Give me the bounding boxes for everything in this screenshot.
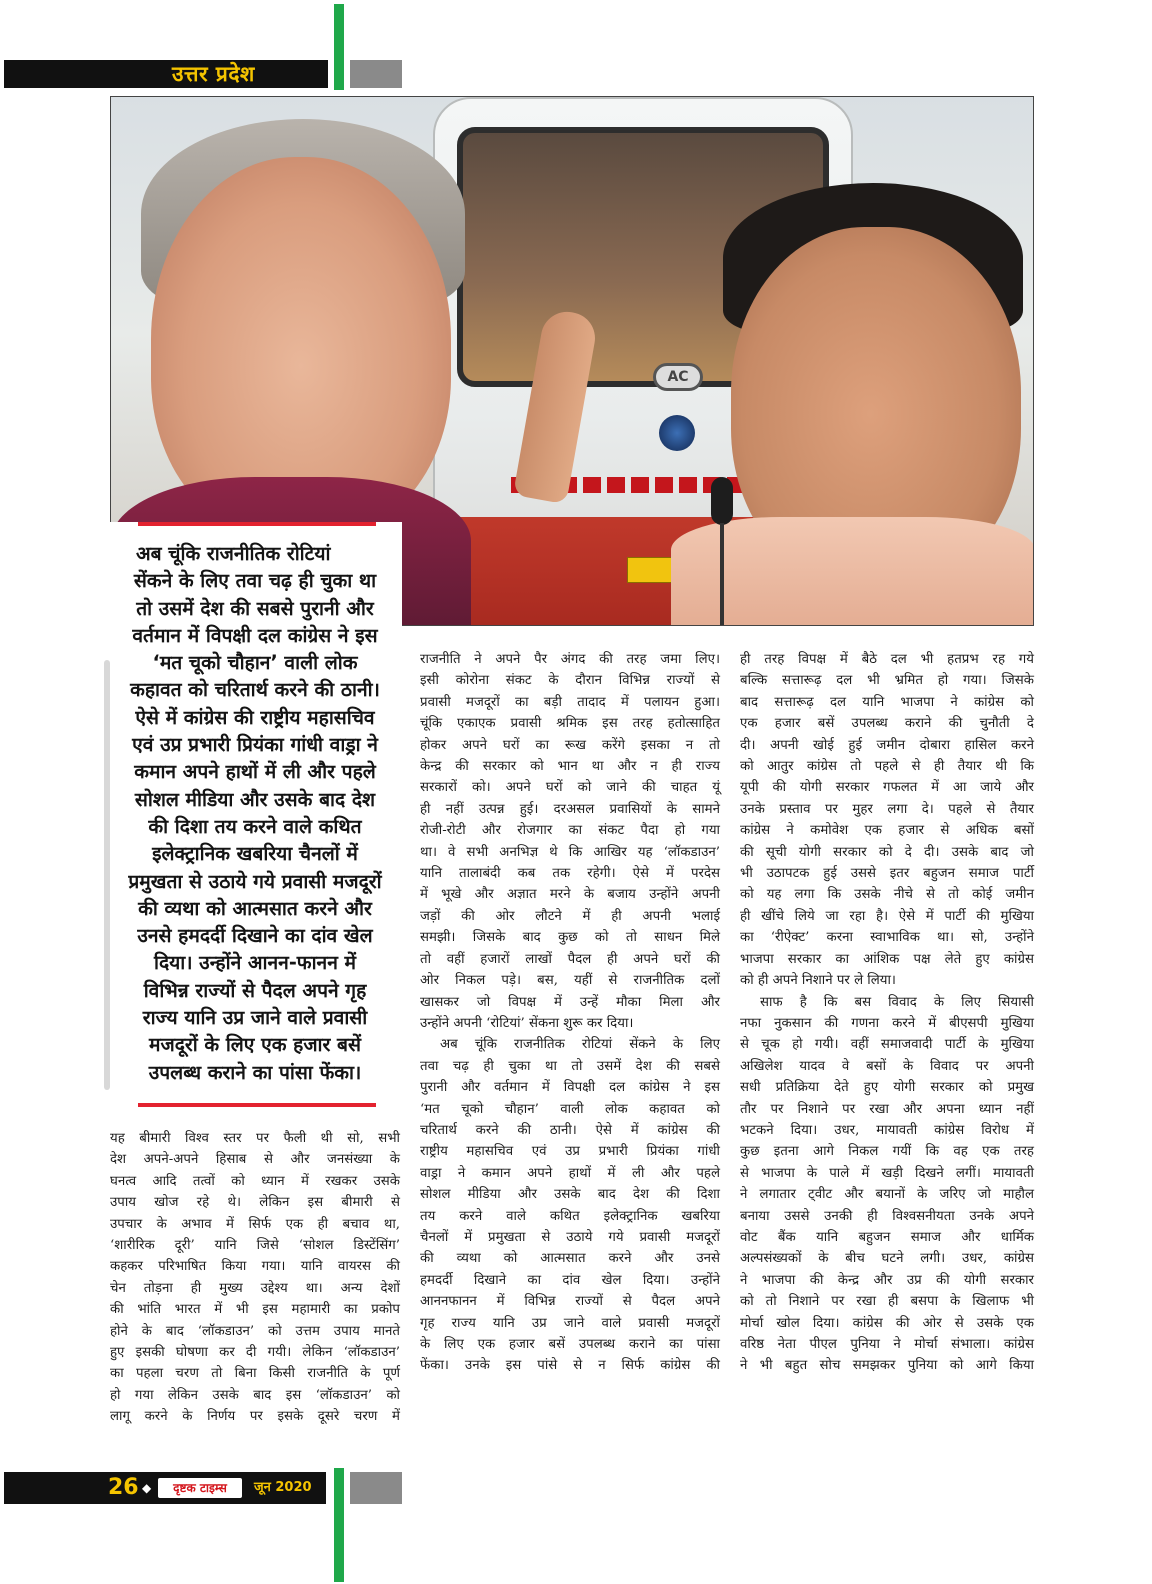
section-header-bar (4, 60, 328, 88)
microphone-icon (711, 477, 733, 626)
pullquote-line: एवं उप्र प्रभारी प्रियंका गांधी वाड्रा ने (132, 733, 378, 757)
column-line: भाजपा सरकार का आंशिक पक्ष लेते हुए कांग्रेस (740, 951, 1034, 967)
column-line: अब चूंकि राजनीतिक रोटियां सेंकने के लिए (440, 1037, 720, 1053)
column-line: एक हजार बसें उपलब्ध कराने की चुनौती दे (740, 716, 1034, 732)
green-accent-bar-top (334, 4, 344, 90)
header-gray-block (350, 60, 402, 88)
pullquote-line: उपलब्ध कराने का पांसा फेंका। (148, 1060, 362, 1084)
column-line: में भूखे और अज्ञात मरने के बजाय उन्होंने अपनी (420, 887, 720, 903)
column-line: ने भाजपा की केन्द्र और उप्र की योगी सरकार (740, 1272, 1034, 1288)
column-line: उपाय खोज रहे थे। लेकिन इस बीमारी से (110, 1195, 400, 1211)
column-line: रोजी-रोटी और रोजगार का संकट पैदा हो गया (420, 823, 720, 839)
column-line: घनत्व आदि तत्वों को ध्यान में रखकर उसके (110, 1173, 400, 1189)
column-line: मोर्चा खोल दिया। कांग्रेस की ओर से उसके एक (740, 1315, 1034, 1331)
column-line: तो वहीं हजारों लाखों पैदल ही अपने घरों की (420, 951, 720, 967)
column-line: जड़ों की ओर लौटने में ही अपनी भलाई (420, 908, 720, 924)
pullquote-line: अब चूंकि राजनीतिक रोटियां (136, 542, 331, 565)
pullquote-line: की व्यथा को आत्मसात करने और (138, 896, 372, 920)
column-line: ही खींचे लिये जा रहा है। ऐसे में पार्टी की मुखिया (740, 908, 1034, 924)
pullquote-line: मजदूरों के लिए एक हजार बसें (149, 1033, 361, 1057)
column-line: केन्द्र की सरकार को भान था और न ही राज्य (420, 759, 720, 775)
footer-gray-block (350, 1472, 402, 1504)
column-line: पुरानी और वर्तमान में विपक्षी दल कांग्रेस ने इस (420, 1080, 720, 1096)
column-line: यूपी की योगी सरकार गफलत में आ जाये और (740, 780, 1034, 796)
column-line: को आतुर कांग्रेस तो पहले से ही तैयार थी कि (740, 759, 1034, 775)
column-line: उनके प्रस्ताव पर मुहर लगा दे। पहले से तैयार (740, 801, 1034, 817)
column-line: कहकर परिभाषित किया गया। यानि वायरस की (110, 1259, 400, 1275)
pullquote-line: वर्तमान में विपक्षी दल कांग्रेस ने इस (132, 623, 378, 647)
bus-ac-badge: AC (653, 363, 703, 391)
pullquote-line: इलेक्ट्रानिक खबरिया चैनलों में (152, 842, 358, 866)
article-column-1 (110, 1128, 400, 1428)
pullquote-line: की दिशा तय करने वाले कथित (148, 814, 362, 838)
pullquote-line: विभिन्न राज्यों से पैदल अपने गृह (143, 978, 367, 1002)
column-line: उन्होंने अपनी ‘रोटियां’ सेंकना शुरू कर दिया। (420, 1015, 634, 1031)
column-line: तय करने वाले कथित इलेक्ट्रानिक खबरिया (420, 1208, 720, 1224)
column-line: को यह लगा कि उसके नीचे से तो कोई जमीन (740, 887, 1034, 903)
column-line: वाड्रा ने कमान अपने हाथों में ली और पहले (420, 1165, 720, 1181)
column-line: का पहला चरण तो बिना किसी राजनीति के पूर्ण (110, 1366, 400, 1382)
pullquote-line: तो उसमें देश की सबसे पुरानी और (136, 596, 374, 620)
column-line: वरिष्ठ नेता पीएल पुनिया ने मोर्चा संभाला। कांग्रेस (740, 1337, 1034, 1352)
column-line: समझी। जिसके बाद कुछ को तो साधन मिले (420, 930, 720, 946)
column-line: बल्कि सत्तारूढ़ दल भी भ्रमित हो गया। जिसके (740, 673, 1034, 689)
pullquote-line: कमान अपने हाथों में ली और पहले (134, 760, 376, 784)
pullquote-line: ऐसे में कांग्रेस की राष्ट्रीय महासचिव (135, 705, 375, 729)
pullquote-line: सोशल मीडिया और उसके बाद देश (134, 787, 376, 811)
column-line: राजनीति ने अपने पैर अंगद की तरह जमा लिए। (420, 652, 720, 667)
column-line: यह बीमारी विश्व स्तर पर फैली थी सो, सभी (110, 1131, 400, 1146)
green-accent-bar-bottom (334, 1468, 344, 1582)
section-label: उत्तर प्रदेश (172, 62, 255, 86)
column-line: हुए इसकी घोषणा कर दी गयी। लेकिन ‘लॉकडाउन’ (110, 1345, 400, 1361)
diamond-separator-icon: ◆ (142, 1481, 152, 1495)
column-line: दी। अपनी खोई हुई जमीन दोबारा हासिल करने (740, 737, 1034, 753)
column-line: का ‘रीऐक्ट’ करना स्वाभाविक था। सो, उन्होंने (740, 930, 1034, 946)
column-line: ही नहीं उत्पन्न हुई। दरअसल प्रवासियों के सामने (420, 801, 720, 817)
column-line: नफा नुकसान की गणना करने में बीएसपी मुखिया (740, 1015, 1034, 1031)
pullquote (112, 540, 398, 1086)
column-line: चरितार्थ करने की ठानी। ऐसे में कांग्रेस की (420, 1122, 720, 1138)
column-line: लागू करने के निर्णय पर इसके दूसरे चरण में (110, 1409, 400, 1425)
column-line: बनाया उससे उनकी ही विश्वसनीयता उनके अपने (740, 1208, 1034, 1224)
column-line: हमदर्दी दिखाने का दांव खेल दिया। उन्होंने (420, 1272, 720, 1288)
column-line: ने भी बहुत सोच समझकर पुनिया को आगे किया (740, 1358, 1034, 1374)
column-line: चेन तोड़ना ही मुख्य उद्देश्य था। अन्य देशों (110, 1280, 400, 1296)
column-line: आननफानन में विभिन्न राज्यों से पैदल अपने (420, 1294, 720, 1310)
pullquote-rule-bottom (138, 1103, 376, 1107)
article-column-2 (420, 649, 720, 1377)
pullquote-line: कहावत को चरितार्थ करने की ठानी। (130, 678, 380, 702)
column-line: ‘मत चूको चौहान’ वाली लोक कहावत को (420, 1101, 720, 1117)
pullquote-line: प्रमुखता से उठाये गये प्रवासी मजदूरों (128, 869, 382, 893)
column-line: ही तरह विपक्ष में बैठे दल भी हतप्रभ रह गये (740, 652, 1034, 667)
column-line: को तो निशाने पर रखा ही बसपा के खिलाफ भी (740, 1294, 1034, 1310)
column-line: कांग्रेस ने कमोवेश एक हजार से अधिक बसों (740, 823, 1034, 839)
column-line: कुछ इतना आगे निकल गयीं कि वह एक तरह (740, 1144, 1034, 1160)
column-line: सधी प्रतिक्रिया देते हुए योगी सरकार को प्रमुख (740, 1080, 1034, 1096)
column-line: अल्पसंख्यकों के बीच घटने लगी। उधर, कांग्रेस (740, 1251, 1034, 1267)
issue-date: जून 2020 (254, 1480, 312, 1495)
column-line: होने के बाद ‘लॉकडाउन’ को उत्तम उपाय मानते (110, 1323, 400, 1339)
column-line: से चूक हो गयी। वहीं समाजवादी पार्टी के मुखिया (740, 1037, 1034, 1053)
column-line: भटकने दिया। उधर, मायावती कांग्रेस विरोध में (740, 1122, 1034, 1138)
column-line: चूंकि एकाएक प्रवासी श्रमिक इस तरह हतोत्साहित (420, 716, 720, 732)
column-line: गृह राज्य यानि उप्र जाने वाले प्रवासी मजदूरों (420, 1315, 720, 1331)
column-line: यानि तालाबंदी कब तक रहेगी। ऐसे में परदेस (420, 866, 720, 882)
column-line: की व्यथा को आत्मसात करने और उनसे (420, 1251, 720, 1267)
pullquote-line: दिया। उन्होंने आनन-फानन में (153, 951, 357, 975)
column-line: की भांति भारत में भी इस महामारी का प्रकोप (110, 1302, 400, 1318)
column-line: इसी कोरोना संकट के दौरान विभिन्न राज्यों से (420, 673, 720, 689)
column-line: से भाजपा के पाले में खड़ी दिखने लगीं। मायावती (740, 1165, 1034, 1181)
column-line: प्रवासी मजदूरों का बड़ी तादाद में पलायन हुआ। (420, 694, 720, 710)
column-line: उपचार के अभाव में सिर्फ एक ही बचाव था, (110, 1216, 400, 1232)
column-line: ओर निकल पड़े। बस, यहीं से राजनीतिक दलों (420, 973, 720, 989)
pullquote-line: ‘मत चूको चौहान’ वाली लोक (152, 651, 358, 675)
column-line: सरकारों को। अपने घरों को जाने की चाहत यूं (420, 780, 720, 796)
column-line: तवा चढ़ ही चुका था तो उसमें देश की सबसे (420, 1058, 720, 1074)
column-line: वोट बैंक यानि बहुजन समाज और धार्मिक (740, 1229, 1034, 1245)
column-line: खासकर जो विपक्ष में उन्हें मौका मिला और (420, 994, 720, 1010)
pullquote-line: सेंकने के लिए तवा चढ़ ही चुका था (133, 569, 377, 593)
bus-logo (659, 415, 695, 451)
column-line: बाद सत्तारूढ़ दल यानि भाजपा ने कांग्रेस को (740, 694, 1034, 710)
column-line: ने लगातार ट्वीट और बयानों के जरिए जो माहौल (740, 1187, 1034, 1203)
column-line: देश अपने-अपने हिसाब से और जनसंख्या के (110, 1152, 400, 1168)
column-line: था। वे सभी अनभिज्ञ थे कि आखिर यह ‘लॉकडाउन’ (420, 844, 720, 860)
magazine-logo: दृष्टक टाइम्स (158, 1478, 242, 1498)
column-line: की सूची योगी सरकार को दे दी। उसके बाद जो (740, 844, 1034, 860)
column-line: के लिए एक हजार बसें उपलब्ध कराने का पांसा (420, 1337, 720, 1352)
pullquote-rule-top (138, 522, 376, 526)
column-line: सोशल मीडिया और उसके बाद देश की दिशा (420, 1187, 720, 1203)
column-line: फेंका। उनके इस पांसे से न सिर्फ कांग्रेस की (420, 1358, 720, 1374)
column-line: साफ है कि बस विवाद के लिए सियासी (760, 994, 1034, 1010)
column-line: अखिलेश यादव वे बसों के विवाद पर अपनी (740, 1058, 1034, 1074)
column-line: राष्ट्रीय महासचिव एवं उप्र प्रभारी प्रियंका गांधी (420, 1144, 720, 1160)
pullquote-line: उनसे हमदर्दी दिखाने का दांव खेल (137, 924, 373, 948)
column-line: को ही अपने निशाने पर ले लिया। (740, 973, 896, 989)
column-line: चैनलों में प्रमुखता से उठाये गये प्रवासी मजदूरों (420, 1229, 720, 1245)
column-line: तौर पर निशाने पर रखा और अपना ध्यान नहीं (740, 1101, 1034, 1117)
article-column-3 (740, 649, 1034, 1377)
pullquote-edge-shadow (104, 660, 110, 1090)
pullquote-line: राज्य यानि उप्र जाने वाले प्रवासी (142, 1006, 368, 1030)
column-line: ‘शारीरिक दूरी’ यानि जिसे ‘सोशल डिस्टेंसिंग’ (110, 1238, 400, 1254)
page-number: 26 (108, 1475, 139, 1500)
column-line: हो गया लेकिन उसके बाद इस ‘लॉकडाउन’ को (110, 1387, 400, 1403)
column-line: होकर अपने घरों का रूख करेंगे इसका न तो (420, 737, 720, 753)
column-line: भी उठापटक हुई उससे इतर बहुजन समाज पार्टी (740, 866, 1034, 882)
